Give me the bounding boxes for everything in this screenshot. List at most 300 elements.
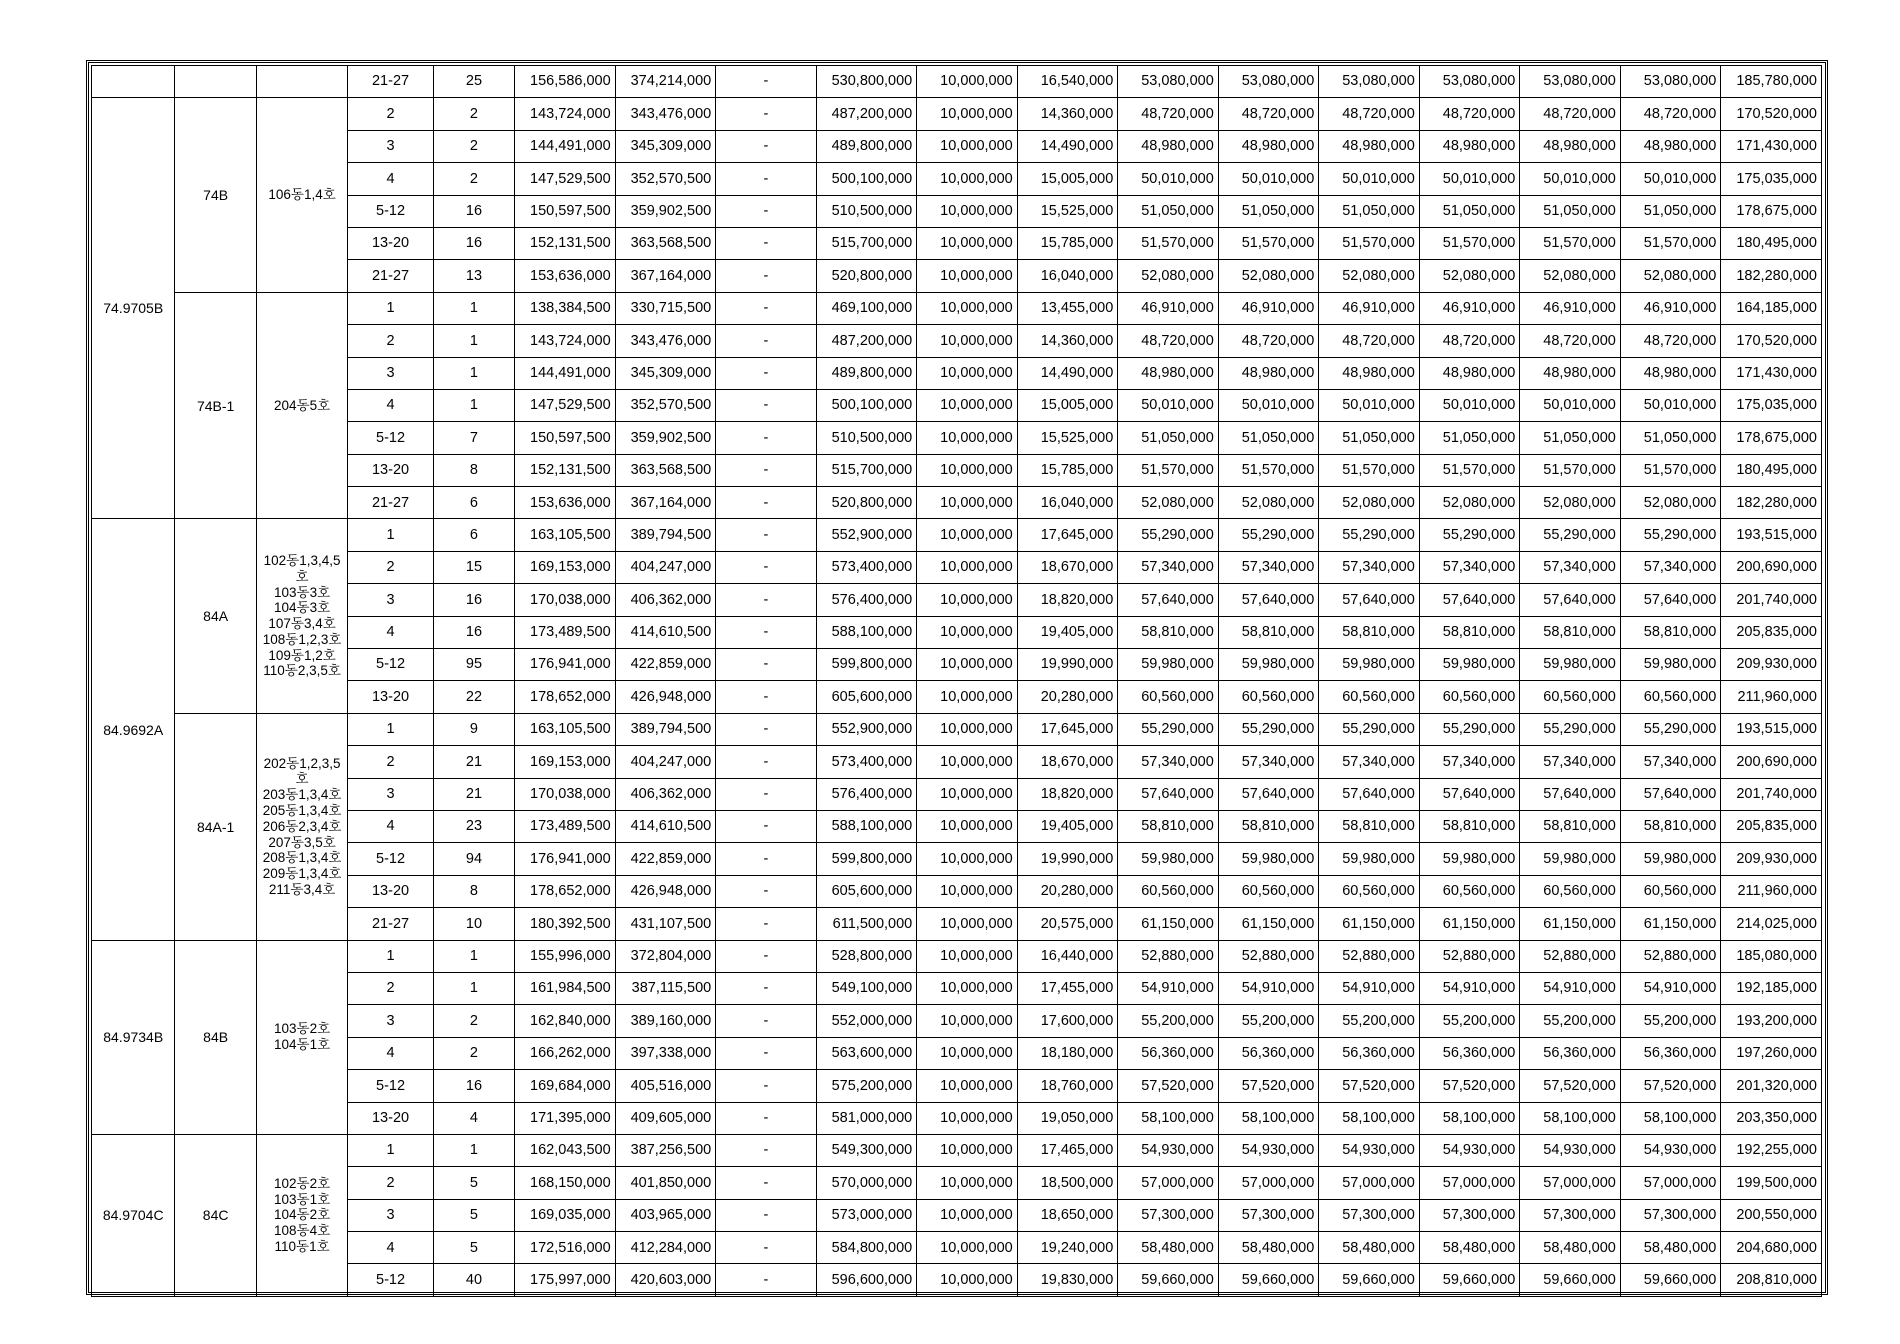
area-cell: 84.9734B — [92, 940, 175, 1134]
table-row — [92, 908, 1822, 940]
table-cell: 200,690,000 — [1721, 551, 1822, 583]
table-cell: 58,100,000 — [1419, 1102, 1520, 1134]
table-cell: 48,720,000 — [1118, 325, 1219, 357]
table-cell: - — [716, 1199, 817, 1231]
table-cell: 552,900,000 — [816, 713, 917, 745]
table-cell: - — [716, 1264, 817, 1296]
table-cell: 57,340,000 — [1419, 746, 1520, 778]
table-cell: 20,575,000 — [1017, 908, 1118, 940]
table-cell: 169,153,000 — [515, 746, 616, 778]
table-row — [92, 454, 1822, 486]
table-cell: - — [716, 616, 817, 648]
table-cell: 57,640,000 — [1118, 584, 1219, 616]
table-cell: 21-27 — [348, 908, 433, 940]
table-cell: 46,910,000 — [1218, 292, 1319, 324]
table-cell: 57,640,000 — [1319, 584, 1420, 616]
table-cell: 530,800,000 — [816, 66, 917, 98]
table-cell: 50,010,000 — [1218, 389, 1319, 421]
table-cell: 6 — [433, 519, 514, 551]
table-row — [92, 487, 1822, 519]
table-row — [92, 389, 1822, 421]
table-row — [92, 713, 1822, 745]
table-cell: 10,000,000 — [917, 584, 1018, 616]
table-row — [92, 519, 1822, 551]
table-cell: 58,810,000 — [1620, 810, 1721, 842]
table-cell: 401,850,000 — [615, 1167, 716, 1199]
table-cell: 412,284,000 — [615, 1232, 716, 1264]
table-cell: 59,980,000 — [1319, 649, 1420, 681]
table-cell: 54,910,000 — [1218, 972, 1319, 1004]
table-cell: 57,640,000 — [1620, 584, 1721, 616]
table-cell: 528,800,000 — [816, 940, 917, 972]
table-cell: 180,495,000 — [1721, 227, 1822, 259]
table-cell: 53,080,000 — [1218, 66, 1319, 98]
table-cell: 56,360,000 — [1319, 1037, 1420, 1069]
table-cell: 59,980,000 — [1118, 649, 1219, 681]
table-cell: 55,200,000 — [1319, 1005, 1420, 1037]
table-cell: 175,035,000 — [1721, 389, 1822, 421]
document-frame — [86, 60, 1828, 1295]
table-cell: 15,525,000 — [1017, 422, 1118, 454]
table-cell: 17,645,000 — [1017, 713, 1118, 745]
table-cell: - — [716, 843, 817, 875]
table-cell: 2 — [348, 1167, 433, 1199]
table-cell: 549,100,000 — [816, 972, 917, 1004]
table-cell: - — [716, 908, 817, 940]
table-cell: 60,560,000 — [1520, 875, 1621, 907]
table-cell: - — [716, 1102, 817, 1134]
table-cell: 172,516,000 — [515, 1232, 616, 1264]
table-cell: 48,980,000 — [1319, 130, 1420, 162]
table-cell: 363,568,500 — [615, 454, 716, 486]
table-cell: 166,262,000 — [515, 1037, 616, 1069]
table-cell: 55,200,000 — [1218, 1005, 1319, 1037]
table-cell: 163,105,500 — [515, 519, 616, 551]
table-cell: 596,600,000 — [816, 1264, 917, 1296]
table-cell: 51,050,000 — [1520, 422, 1621, 454]
table-cell: 57,640,000 — [1520, 778, 1621, 810]
table-cell: 58,810,000 — [1218, 810, 1319, 842]
table-cell: 409,605,000 — [615, 1102, 716, 1134]
table-cell: 489,800,000 — [816, 357, 917, 389]
table-cell: 2 — [348, 972, 433, 1004]
table-cell: 18,500,000 — [1017, 1167, 1118, 1199]
table-cell: 57,000,000 — [1419, 1167, 1520, 1199]
table-cell: - — [716, 713, 817, 745]
table-cell: 367,164,000 — [615, 260, 716, 292]
table-cell: 1 — [433, 292, 514, 324]
table-cell: 58,810,000 — [1520, 810, 1621, 842]
table-cell: 56,360,000 — [1218, 1037, 1319, 1069]
table-cell: 16,540,000 — [1017, 66, 1118, 98]
table-cell: 13-20 — [348, 227, 433, 259]
table-cell: 10,000,000 — [917, 519, 1018, 551]
table-cell: 51,570,000 — [1118, 227, 1219, 259]
table-cell: 487,200,000 — [816, 98, 917, 130]
table-cell: 1 — [348, 292, 433, 324]
table-cell: 9 — [433, 713, 514, 745]
table-cell: 52,080,000 — [1319, 487, 1420, 519]
table-cell: - — [716, 972, 817, 1004]
table-cell: 387,256,500 — [615, 1134, 716, 1166]
table-cell: 156,586,000 — [515, 66, 616, 98]
table-cell: 57,520,000 — [1218, 1070, 1319, 1102]
table-cell: 175,997,000 — [515, 1264, 616, 1296]
table-cell: 4 — [348, 389, 433, 421]
table-cell: 170,038,000 — [515, 778, 616, 810]
table-cell: 175,035,000 — [1721, 163, 1822, 195]
table-cell: - — [716, 1167, 817, 1199]
table-cell: 2 — [433, 163, 514, 195]
table-cell: 573,000,000 — [816, 1199, 917, 1231]
table-cell: 8 — [433, 875, 514, 907]
table-cell: 58,810,000 — [1520, 616, 1621, 648]
table-cell: 570,000,000 — [816, 1167, 917, 1199]
table-cell: 48,720,000 — [1620, 98, 1721, 130]
table-cell: 60,560,000 — [1319, 875, 1420, 907]
table-cell: 182,280,000 — [1721, 260, 1822, 292]
table-cell: 53,080,000 — [1118, 66, 1219, 98]
table-row — [92, 422, 1822, 454]
table-cell: 201,320,000 — [1721, 1070, 1822, 1102]
table-cell: 50,010,000 — [1620, 163, 1721, 195]
table-cell: 52,080,000 — [1218, 260, 1319, 292]
table-cell: 10,000,000 — [917, 681, 1018, 713]
table-cell: 57,000,000 — [1319, 1167, 1420, 1199]
table-cell: 57,300,000 — [1520, 1199, 1621, 1231]
table-cell: 21-27 — [348, 260, 433, 292]
table-cell: 143,724,000 — [515, 325, 616, 357]
table-cell: 10,000,000 — [917, 616, 1018, 648]
table-cell: 487,200,000 — [816, 325, 917, 357]
table-cell: 52,080,000 — [1419, 487, 1520, 519]
table-cell: 55,290,000 — [1419, 713, 1520, 745]
table-cell: 510,500,000 — [816, 422, 917, 454]
table-cell: 164,185,000 — [1721, 292, 1822, 324]
dong-ho-cell: 106동1,4호 — [256, 98, 347, 292]
table-cell: 5 — [433, 1167, 514, 1199]
table-cell: 48,720,000 — [1218, 98, 1319, 130]
table-cell: - — [716, 810, 817, 842]
table-cell: 1 — [433, 357, 514, 389]
table-cell: 55,200,000 — [1620, 1005, 1721, 1037]
table-cell: - — [716, 1134, 817, 1166]
table-cell: 573,400,000 — [816, 551, 917, 583]
table-cell: 168,150,000 — [515, 1167, 616, 1199]
table-cell: 59,660,000 — [1620, 1264, 1721, 1296]
table-cell: 51,050,000 — [1419, 422, 1520, 454]
table-cell: 18,820,000 — [1017, 778, 1118, 810]
table-cell: 2 — [348, 551, 433, 583]
table-row — [92, 1070, 1822, 1102]
table-cell: 46,910,000 — [1118, 292, 1219, 324]
table-row — [92, 1102, 1822, 1134]
table-cell: - — [716, 130, 817, 162]
table-cell: 147,529,500 — [515, 163, 616, 195]
table-cell: - — [716, 487, 817, 519]
table-cell: 176,941,000 — [515, 843, 616, 875]
table-cell: 51,050,000 — [1419, 195, 1520, 227]
table-cell: 152,131,500 — [515, 227, 616, 259]
table-cell: 23 — [433, 810, 514, 842]
table-cell: 57,640,000 — [1520, 584, 1621, 616]
dong-ho-cell: 102동2호 103동1호 104동2호 108동4호 110동1호 — [256, 1134, 347, 1296]
table-cell: 10,000,000 — [917, 357, 1018, 389]
table-cell: 178,652,000 — [515, 681, 616, 713]
table-cell: 14,490,000 — [1017, 357, 1118, 389]
table-cell: 10,000,000 — [917, 195, 1018, 227]
table-cell: 56,360,000 — [1419, 1037, 1520, 1069]
table-cell: 18,820,000 — [1017, 584, 1118, 616]
table-cell: 15,005,000 — [1017, 389, 1118, 421]
table-cell: 55,200,000 — [1520, 1005, 1621, 1037]
table-cell: 55,290,000 — [1620, 713, 1721, 745]
table-row — [92, 325, 1822, 357]
table-cell: 13-20 — [348, 875, 433, 907]
table-cell: 19,240,000 — [1017, 1232, 1118, 1264]
table-cell: 57,300,000 — [1218, 1199, 1319, 1231]
table-cell: 48,980,000 — [1118, 357, 1219, 389]
table-cell: 60,560,000 — [1520, 681, 1621, 713]
table-cell: - — [716, 1070, 817, 1102]
table-cell: 54,930,000 — [1218, 1134, 1319, 1166]
table-cell: 60,560,000 — [1218, 681, 1319, 713]
table-cell: - — [716, 66, 817, 98]
table-cell: 10,000,000 — [917, 487, 1018, 519]
table-cell: 552,900,000 — [816, 519, 917, 551]
table-cell: 56,360,000 — [1520, 1037, 1621, 1069]
table-cell: 54,930,000 — [1419, 1134, 1520, 1166]
table-cell: 1 — [433, 1134, 514, 1166]
table-cell: 48,720,000 — [1520, 98, 1621, 130]
table-cell: 576,400,000 — [816, 584, 917, 616]
table-cell: 59,980,000 — [1520, 649, 1621, 681]
table-row — [92, 227, 1822, 259]
table-cell: 420,603,000 — [615, 1264, 716, 1296]
table-cell: 180,392,500 — [515, 908, 616, 940]
unit-type-cell: 74B — [175, 98, 256, 292]
table-cell: 50,010,000 — [1319, 163, 1420, 195]
table-cell: 51,050,000 — [1620, 195, 1721, 227]
table-cell: 58,100,000 — [1319, 1102, 1420, 1134]
table-row — [92, 1167, 1822, 1199]
table-cell: - — [716, 778, 817, 810]
table-cell: 57,340,000 — [1319, 746, 1420, 778]
table-cell: 16,040,000 — [1017, 260, 1118, 292]
table-cell: 599,800,000 — [816, 649, 917, 681]
table-cell: 57,000,000 — [1218, 1167, 1319, 1199]
table-cell: 15 — [433, 551, 514, 583]
table-cell: 57,340,000 — [1218, 551, 1319, 583]
table-cell: 10,000,000 — [917, 325, 1018, 357]
unit-type-cell: 84A — [175, 519, 256, 713]
table-cell: 55,290,000 — [1319, 519, 1420, 551]
table-row — [92, 163, 1822, 195]
table-cell: 178,652,000 — [515, 875, 616, 907]
table-cell: 3 — [348, 357, 433, 389]
table-cell: - — [716, 584, 817, 616]
table-cell: 169,684,000 — [515, 1070, 616, 1102]
table-cell: 2 — [348, 98, 433, 130]
table-cell: 426,948,000 — [615, 681, 716, 713]
table-cell: 53,080,000 — [1520, 66, 1621, 98]
table-row — [92, 1037, 1822, 1069]
table-cell: 374,214,000 — [615, 66, 716, 98]
table-cell: 50,010,000 — [1520, 389, 1621, 421]
table-cell: 10,000,000 — [917, 422, 1018, 454]
table-cell: 54,910,000 — [1520, 972, 1621, 1004]
table-cell: 50,010,000 — [1118, 389, 1219, 421]
table-cell: 397,338,000 — [615, 1037, 716, 1069]
table-row — [92, 875, 1822, 907]
table-cell: 55,290,000 — [1419, 519, 1520, 551]
table-cell: 1 — [433, 325, 514, 357]
table-cell: 20,280,000 — [1017, 875, 1118, 907]
table-row — [92, 810, 1822, 842]
table-row — [92, 584, 1822, 616]
area-cell: 74.9705B — [92, 98, 175, 519]
table-cell: 10,000,000 — [917, 1102, 1018, 1134]
table-cell: 203,350,000 — [1721, 1102, 1822, 1134]
table-cell: 51,050,000 — [1218, 422, 1319, 454]
table-cell: 52,080,000 — [1319, 260, 1420, 292]
table-cell: 4 — [348, 616, 433, 648]
table-cell: 211,960,000 — [1721, 875, 1822, 907]
table-cell: 54,910,000 — [1118, 972, 1219, 1004]
table-cell: 48,980,000 — [1319, 357, 1420, 389]
dong-ho-cell: 204동5호 — [256, 292, 347, 519]
table-cell: 54,930,000 — [1520, 1134, 1621, 1166]
table-cell: - — [716, 454, 817, 486]
table-cell: 2 — [433, 130, 514, 162]
table-row — [92, 649, 1822, 681]
table-cell: 404,247,000 — [615, 746, 716, 778]
table-cell: 178,675,000 — [1721, 422, 1822, 454]
table-cell: 150,597,500 — [515, 422, 616, 454]
table-cell: 199,500,000 — [1721, 1167, 1822, 1199]
dong-ho-cell: 102동1,3,4,5호 103동3호 104동3호 107동3,4호 108동1,2,3호 109동1,2호 110동2,3,5호 — [256, 519, 347, 713]
table-cell: 60,560,000 — [1620, 875, 1721, 907]
table-cell: 51,050,000 — [1620, 422, 1721, 454]
table-cell: 389,794,500 — [615, 713, 716, 745]
price-table-body — [92, 66, 1822, 1297]
table-cell: 48,980,000 — [1218, 357, 1319, 389]
table-cell: 6 — [433, 487, 514, 519]
table-cell: 4 — [348, 1232, 433, 1264]
table-cell: 10,000,000 — [917, 454, 1018, 486]
table-cell: 405,516,000 — [615, 1070, 716, 1102]
table-row — [92, 130, 1822, 162]
table-cell: 57,520,000 — [1419, 1070, 1520, 1102]
table-cell: 50,010,000 — [1218, 163, 1319, 195]
table-cell: 2 — [433, 1037, 514, 1069]
table-cell: 3 — [348, 584, 433, 616]
price-table — [91, 65, 1822, 1297]
table-cell: 162,043,500 — [515, 1134, 616, 1166]
table-cell: 52,080,000 — [1620, 260, 1721, 292]
table-cell: 588,100,000 — [816, 616, 917, 648]
table-cell: 599,800,000 — [816, 843, 917, 875]
table-cell: 330,715,500 — [615, 292, 716, 324]
table-cell: 55,290,000 — [1520, 713, 1621, 745]
table-cell: 57,340,000 — [1520, 551, 1621, 583]
table-cell: 57,340,000 — [1218, 746, 1319, 778]
table-cell: - — [716, 551, 817, 583]
table-cell: 58,810,000 — [1319, 810, 1420, 842]
table-cell: 16 — [433, 195, 514, 227]
table-cell: 55,290,000 — [1218, 713, 1319, 745]
table-cell: 57,340,000 — [1118, 551, 1219, 583]
table-cell: 13-20 — [348, 454, 433, 486]
table-cell: 10,000,000 — [917, 227, 1018, 259]
table-cell: 21 — [433, 746, 514, 778]
table-cell: 13 — [433, 260, 514, 292]
table-cell: 52,080,000 — [1620, 487, 1721, 519]
table-cell: 58,810,000 — [1419, 616, 1520, 648]
table-cell: 169,035,000 — [515, 1199, 616, 1231]
table-cell: 50,010,000 — [1319, 389, 1420, 421]
table-cell: 205,835,000 — [1721, 616, 1822, 648]
table-cell: 367,164,000 — [615, 487, 716, 519]
table-cell: 60,560,000 — [1419, 681, 1520, 713]
table-cell: 144,491,000 — [515, 357, 616, 389]
table-cell: 48,980,000 — [1419, 357, 1520, 389]
table-cell: 58,480,000 — [1218, 1232, 1319, 1264]
table-cell: 18,670,000 — [1017, 746, 1118, 778]
table-cell: 10,000,000 — [917, 1005, 1018, 1037]
table-cell: 48,720,000 — [1319, 325, 1420, 357]
table-cell: 10,000,000 — [917, 778, 1018, 810]
table-cell: 55,200,000 — [1419, 1005, 1520, 1037]
table-cell: 59,980,000 — [1419, 843, 1520, 875]
table-cell: 94 — [433, 843, 514, 875]
table-cell: 352,570,500 — [615, 389, 716, 421]
table-cell: 153,636,000 — [515, 260, 616, 292]
table-cell: 57,000,000 — [1520, 1167, 1621, 1199]
table-cell: 10,000,000 — [917, 98, 1018, 130]
table-cell: 58,810,000 — [1319, 616, 1420, 648]
table-cell: 58,480,000 — [1118, 1232, 1219, 1264]
table-cell: 1 — [348, 1134, 433, 1166]
table-cell: 59,660,000 — [1419, 1264, 1520, 1296]
table-cell: 345,309,000 — [615, 130, 716, 162]
table-cell: 343,476,000 — [615, 325, 716, 357]
table-row — [92, 972, 1822, 1004]
table-cell: 209,930,000 — [1721, 843, 1822, 875]
table-row — [92, 1264, 1822, 1296]
table-cell: 48,980,000 — [1620, 130, 1721, 162]
table-cell: 193,200,000 — [1721, 1005, 1822, 1037]
table-cell: 57,340,000 — [1419, 551, 1520, 583]
table-cell: 163,105,500 — [515, 713, 616, 745]
table-cell: 55,290,000 — [1620, 519, 1721, 551]
table-cell: 51,570,000 — [1218, 227, 1319, 259]
table-cell: 13-20 — [348, 1102, 433, 1134]
table-cell: 52,880,000 — [1520, 940, 1621, 972]
table-cell: 147,529,500 — [515, 389, 616, 421]
table-cell: 10 — [433, 908, 514, 940]
table-cell: 193,515,000 — [1721, 519, 1822, 551]
table-cell: 10,000,000 — [917, 810, 1018, 842]
table-cell: 605,600,000 — [816, 681, 917, 713]
table-cell: 51,570,000 — [1520, 227, 1621, 259]
table-cell: 2 — [433, 1005, 514, 1037]
table-cell: 51,050,000 — [1118, 422, 1219, 454]
table-cell: 57,000,000 — [1620, 1167, 1721, 1199]
table-cell: 57,340,000 — [1620, 746, 1721, 778]
table-cell: 21-27 — [348, 66, 433, 98]
table-cell: 15,525,000 — [1017, 195, 1118, 227]
